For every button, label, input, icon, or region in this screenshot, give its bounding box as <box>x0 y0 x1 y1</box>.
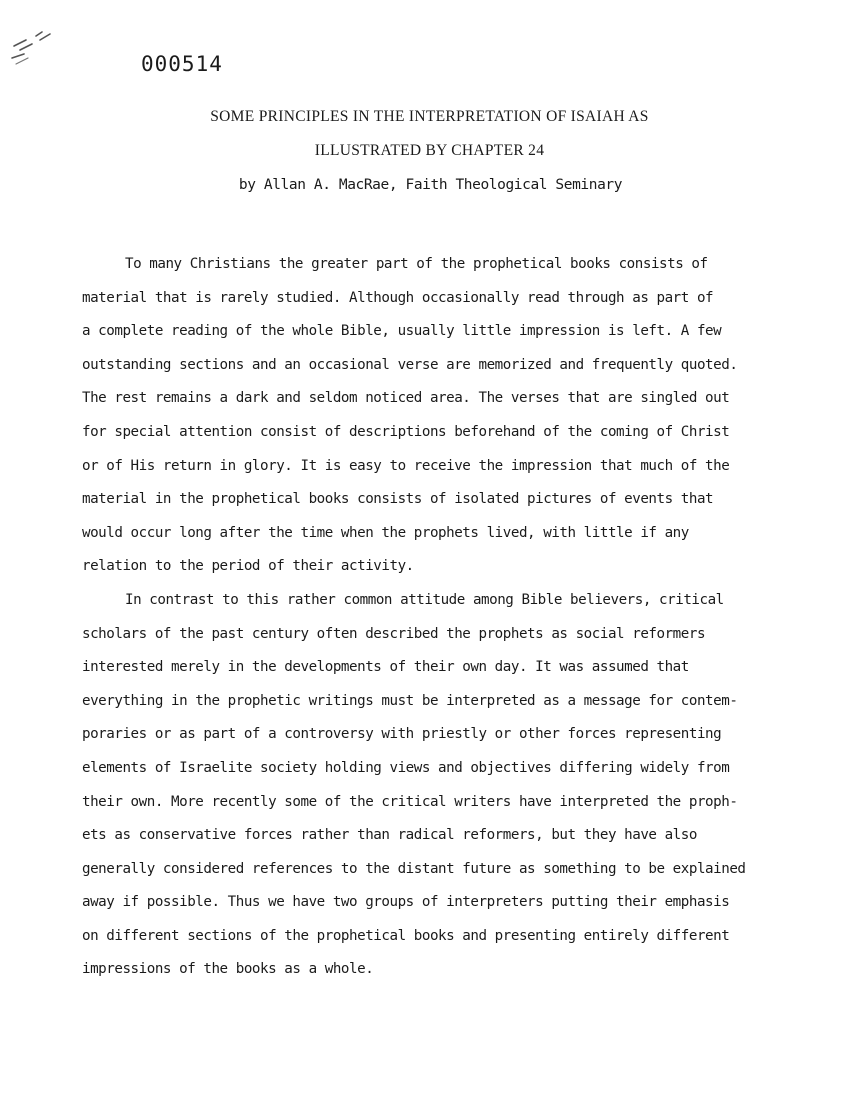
document-title-line-1: SOME PRINCIPLES IN THE INTERPRETATION OF ISAIAH AS <box>210 108 649 125</box>
paragraph-line: relation to the period of their activity. <box>82 558 414 575</box>
paragraph-line: ets as conservative forces rather than radical reformers, but they have also <box>82 827 697 844</box>
body-text <box>82 248 782 987</box>
title-block <box>0 100 849 202</box>
paragraph-2 <box>82 584 782 987</box>
paragraph-line: generally considered references to the distant future as something to be explained <box>82 860 746 877</box>
paragraph-line: The rest remains a dark and seldom noticed area. The verses that are singled out <box>82 390 730 407</box>
document-byline: by Allan A. MacRae, Faith Theological Seminary <box>238 177 623 193</box>
paragraph-line: for special attention consist of descriptions beforehand of the coming of Christ <box>82 423 730 440</box>
paragraph-line: material in the prophetical books consists of isolated pictures of events that <box>82 491 714 508</box>
paragraph-line: everything in the prophetic writings must be interpreted as a message for contem- <box>82 692 738 709</box>
paragraph-line: To many Christians the greater part of the prophetical books consists of <box>125 256 708 272</box>
corner-scribble-mark <box>6 28 58 74</box>
paragraph-line: elements of Israelite society holding views and objectives differing widely from <box>82 759 730 776</box>
paragraph-line: would occur long after the time when the prophets lived, with little if any <box>82 524 689 541</box>
document-title-line-2: ILLUSTRATED BY CHAPTER 24 <box>314 142 545 159</box>
document-stamp-number: 000514 <box>141 52 223 76</box>
paragraph-line: or of His return in glory. It is easy to receive the impression that much of the <box>82 457 730 474</box>
paragraph-line: interested merely in the developments of their own day. It was assumed that <box>82 659 689 676</box>
paragraph-line: a complete reading of the whole Bible, usually little impression is left. A few <box>82 323 722 340</box>
paragraph-line: impressions of the books as a whole. <box>82 961 374 978</box>
paragraph-line: on different sections of the prophetical books and presenting entirely different <box>82 927 730 944</box>
paragraph-line: away if possible. Thus we have two groups of interpreters putting their emphasis <box>82 894 730 911</box>
paragraph-1 <box>82 248 782 584</box>
paragraph-line: poraries or as part of a controversy with priestly or other forces representing <box>82 726 722 743</box>
paragraph-line: In contrast to this rather common attitude among Bible believers, critical <box>125 591 724 608</box>
paragraph-line: scholars of the past century often described the prophets as social reformers <box>82 625 706 642</box>
paragraph-line: their own. More recently some of the critical writers have interpreted the proph- <box>82 793 738 810</box>
paragraph-line: outstanding sections and an occasional verse are memorized and frequently quoted. <box>82 356 738 373</box>
paragraph-line: material that is rarely studied. Although occasionally read through as part of <box>82 289 714 306</box>
